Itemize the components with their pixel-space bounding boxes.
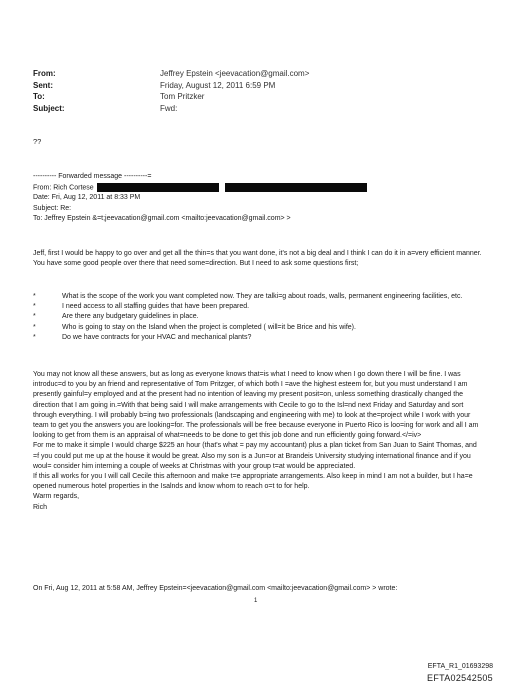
- list-item: [33, 333, 483, 343]
- subject-value: Fwd:: [160, 103, 178, 113]
- forwarded-from: From: Rich Cortese: [33, 183, 94, 191]
- sent-row: [33, 80, 309, 92]
- from-value: Jeffrey Epstein <jeevacation@gmail.com>: [160, 69, 310, 78]
- body-paragraph-3: For me to make it simple I would charge $225 an hour (that's what = pay my accountant) plus a plan ticket from San Juan to Saint Thomas, and =f you could put me up at the house it would be great. Also my son is a Jun=or at Brandeis University studying international finance and if you woul= consider him interning a couple of weeks at Christmas with your group t=at would be appreciated.: [33, 442, 477, 470]
- bullet-marker: *: [33, 333, 36, 341]
- bullet-text: Do we have contracts for your HVAC and mechanical plants?: [62, 333, 252, 341]
- sent-value: Friday, August 12, 2011 6:59 PM: [160, 80, 276, 90]
- list-item: [33, 302, 483, 312]
- document-id-secondary: EFTA02542505: [427, 673, 493, 683]
- list-item: [33, 312, 483, 322]
- page-number: 1: [254, 598, 258, 604]
- bullet-marker: *: [33, 303, 36, 311]
- question-text: ??: [33, 137, 42, 146]
- closing-text: Warm regards,: [33, 493, 80, 501]
- forwarded-from-row: [33, 183, 483, 194]
- body-paragraph-4: If this all works for you I will call Cecile this afternoon and make t=e appropriate arrangements. Also keep in mind I am not a builder, but I ha=e opened numerous hotel properties in the Isalnds and know whom to reach o=t to for help.: [33, 473, 473, 491]
- bullet-marker: *: [33, 323, 36, 331]
- body-paragraph-2: You may not know all these answers, but as long as everyone knows that=is what I need to know when I go down there I will be fine. I was introduc=d to you by an friend and representative of Tom Pritzger, of which both I =ave the highest esteem for, but you must understand I am presently gainful=y employed and at the present had no intention of leaving my present posit=on, unless something drastically changed the direction that I am going in.=With that being said I will make arrangements with Cecile to go to the Isl=nd next Friday and Saturday and sort through everything. I will probably b=ing two professionals (landscaping and engineering with me) to look at the=project while I work with your team to get you the answers you are looking=for. The professionals will be free because everyone in Puerto Rico is loo=ing for work and all I am looking to get from them is an appraisal of what=needs to be done to get this job done and run efficiently going forward.</=iv>: [33, 371, 479, 440]
- forwarded-divider: ---------- Forwarded message ----------=: [33, 173, 152, 180]
- subject-label: Subject:: [33, 103, 65, 113]
- from-row: [33, 68, 309, 80]
- quoted-intro: On Fri, Aug 12, 2011 at 5:58 AM, Jeffrey Epstein=<jeevacation@gmail.com <mailto:jeevacation@gmail.com> > wrote:: [33, 585, 398, 592]
- redaction-bar: [225, 183, 367, 192]
- subject-row: [33, 103, 309, 115]
- bullet-marker: *: [33, 293, 36, 300]
- to-label: To:: [33, 92, 45, 101]
- question-list: [33, 292, 483, 343]
- bullet-text: I need access to all staffing guides that have been prepared.: [62, 303, 250, 311]
- signature-text: Rich: [33, 503, 48, 511]
- redaction-bar: [97, 183, 219, 192]
- to-row: [33, 91, 309, 103]
- bullet-text: Are there any budgetary guidelines in place.: [62, 313, 199, 321]
- from-label: From:: [33, 69, 56, 78]
- bullet-text: What is the scope of the work you want completed now. They are talki=g about roads, walls, permanent engineering facilities, etc.: [62, 293, 463, 300]
- bullet-marker: *: [33, 313, 36, 321]
- forwarded-subject: Subject: Re:: [33, 204, 72, 212]
- forwarded-date: Date: Fri, Aug 12, 2011 at 8:33 PM: [33, 194, 141, 202]
- forwarded-header: [33, 172, 483, 225]
- to-value: Tom Pritzker: [160, 92, 205, 101]
- sent-label: Sent:: [33, 80, 53, 90]
- email-header: [33, 68, 309, 114]
- list-item: [33, 292, 483, 302]
- bullet-text: Who is going to stay on the Island when the project is completed ( will=it be Brice and his wife).: [62, 323, 356, 331]
- body-paragraph-1: Jeff, first I would be happy to go over and get all the thin=s that you want done, it's not a big deal and I think I can do it in a=very efficient manner. You have some good people over there that need some=direction. But I need to ask some questions first;: [33, 250, 482, 268]
- list-item: [33, 323, 483, 333]
- body-main: [33, 370, 483, 513]
- document-id-primary: EFTA_R1_01693298: [427, 663, 493, 670]
- forwarded-to: To: Jeffrey Epstein &=t;jeevacation@gmail.com <mailto:jeevacation@gmail.com> >: [33, 215, 291, 223]
